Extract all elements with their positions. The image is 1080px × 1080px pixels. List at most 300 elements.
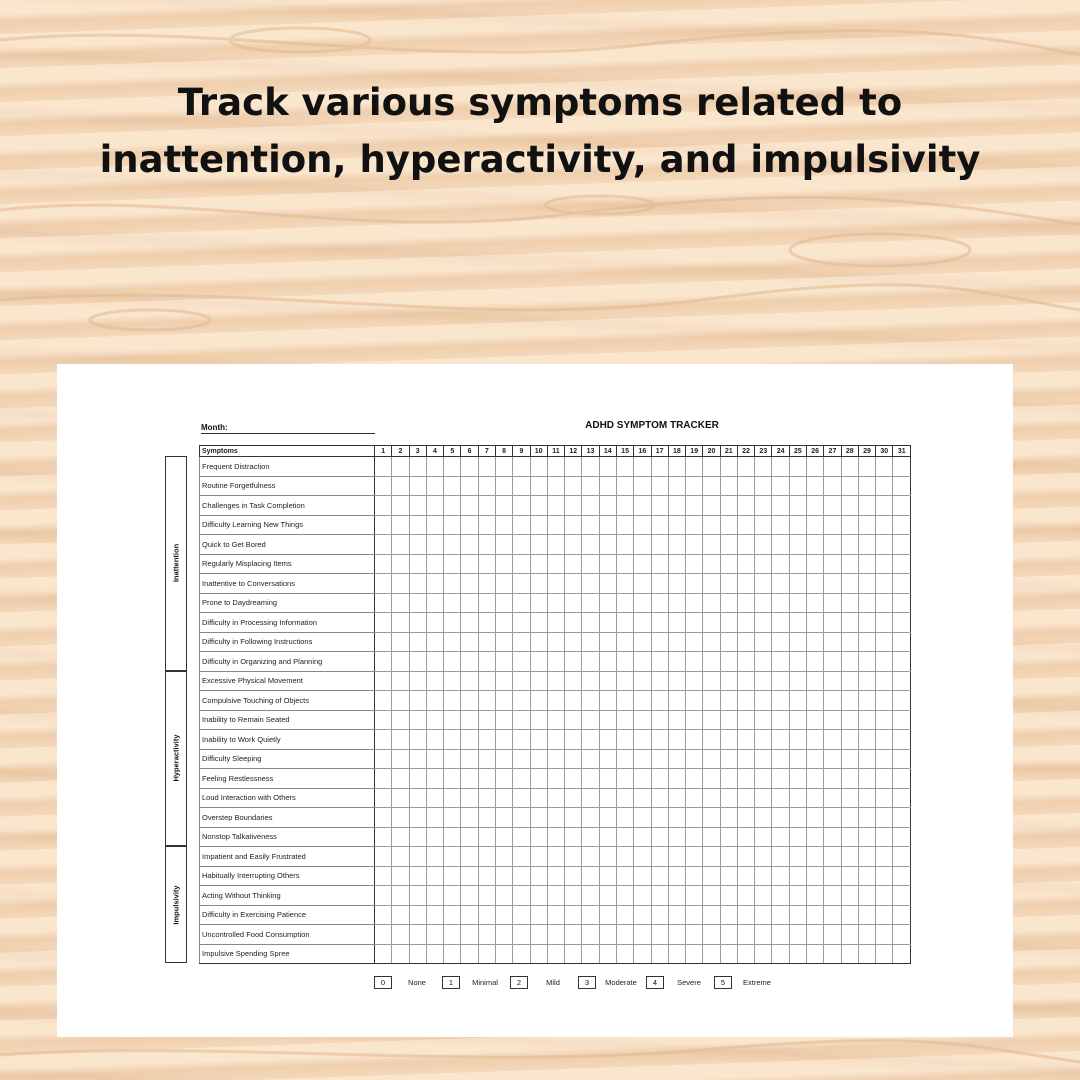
day-cell[interactable] [375, 652, 392, 672]
day-cell[interactable] [686, 944, 703, 964]
day-cell[interactable] [513, 554, 530, 574]
day-cell[interactable] [409, 515, 426, 535]
day-cell[interactable] [668, 632, 685, 652]
day-cell[interactable] [426, 496, 443, 516]
day-cell[interactable] [599, 925, 616, 945]
day-cell[interactable] [651, 769, 668, 789]
day-cell[interactable] [824, 847, 841, 867]
day-cell[interactable] [392, 457, 409, 477]
day-cell[interactable] [461, 710, 478, 730]
day-cell[interactable] [772, 554, 789, 574]
day-cell[interactable] [392, 593, 409, 613]
day-cell[interactable] [858, 905, 875, 925]
day-cell[interactable] [530, 769, 547, 789]
day-cell[interactable] [478, 515, 495, 535]
day-cell[interactable] [651, 808, 668, 828]
day-cell[interactable] [565, 827, 582, 847]
day-cell[interactable] [703, 593, 720, 613]
day-cell[interactable] [755, 827, 772, 847]
day-cell[interactable] [720, 457, 737, 477]
day-cell[interactable] [582, 788, 599, 808]
day-cell[interactable] [461, 691, 478, 711]
day-cell[interactable] [720, 593, 737, 613]
day-cell[interactable] [530, 457, 547, 477]
day-cell[interactable] [426, 574, 443, 594]
day-cell[interactable] [599, 847, 616, 867]
day-cell[interactable] [444, 535, 461, 555]
day-cell[interactable] [737, 866, 754, 886]
day-cell[interactable] [409, 554, 426, 574]
day-cell[interactable] [841, 944, 858, 964]
day-cell[interactable] [858, 671, 875, 691]
day-cell[interactable] [841, 632, 858, 652]
day-cell[interactable] [409, 535, 426, 555]
day-cell[interactable] [461, 652, 478, 672]
day-cell[interactable] [824, 671, 841, 691]
day-cell[interactable] [478, 827, 495, 847]
day-cell[interactable] [651, 749, 668, 769]
day-cell[interactable] [582, 827, 599, 847]
day-cell[interactable] [807, 866, 824, 886]
day-cell[interactable] [703, 808, 720, 828]
day-cell[interactable] [547, 554, 564, 574]
day-cell[interactable] [772, 886, 789, 906]
day-cell[interactable] [495, 691, 512, 711]
day-cell[interactable] [686, 808, 703, 828]
day-cell[interactable] [547, 847, 564, 867]
day-cell[interactable] [513, 535, 530, 555]
day-cell[interactable] [426, 457, 443, 477]
day-cell[interactable] [858, 652, 875, 672]
day-cell[interactable] [375, 535, 392, 555]
day-cell[interactable] [616, 554, 633, 574]
day-cell[interactable] [530, 847, 547, 867]
day-cell[interactable] [599, 827, 616, 847]
day-cell[interactable] [876, 613, 893, 633]
day-cell[interactable] [755, 710, 772, 730]
day-cell[interactable] [565, 808, 582, 828]
day-cell[interactable] [547, 613, 564, 633]
day-cell[interactable] [426, 476, 443, 496]
day-cell[interactable] [807, 710, 824, 730]
day-cell[interactable] [686, 613, 703, 633]
day-cell[interactable] [547, 925, 564, 945]
day-cell[interactable] [426, 808, 443, 828]
day-cell[interactable] [876, 866, 893, 886]
day-cell[interactable] [772, 574, 789, 594]
day-cell[interactable] [547, 496, 564, 516]
day-cell[interactable] [841, 671, 858, 691]
day-cell[interactable] [547, 535, 564, 555]
day-cell[interactable] [495, 944, 512, 964]
day-cell[interactable] [495, 788, 512, 808]
day-cell[interactable] [841, 574, 858, 594]
day-cell[interactable] [530, 749, 547, 769]
day-cell[interactable] [599, 496, 616, 516]
day-cell[interactable] [375, 613, 392, 633]
day-cell[interactable] [876, 476, 893, 496]
day-cell[interactable] [876, 535, 893, 555]
day-cell[interactable] [686, 827, 703, 847]
day-cell[interactable] [893, 496, 911, 516]
day-cell[interactable] [737, 652, 754, 672]
day-cell[interactable] [495, 905, 512, 925]
day-cell[interactable] [703, 554, 720, 574]
day-cell[interactable] [772, 710, 789, 730]
day-cell[interactable] [893, 554, 911, 574]
day-cell[interactable] [634, 827, 651, 847]
day-cell[interactable] [616, 613, 633, 633]
day-cell[interactable] [737, 925, 754, 945]
day-cell[interactable] [513, 476, 530, 496]
day-cell[interactable] [513, 671, 530, 691]
day-cell[interactable] [737, 827, 754, 847]
day-cell[interactable] [547, 593, 564, 613]
day-cell[interactable] [807, 808, 824, 828]
day-cell[interactable] [789, 827, 806, 847]
day-cell[interactable] [755, 808, 772, 828]
day-cell[interactable] [686, 515, 703, 535]
day-cell[interactable] [495, 749, 512, 769]
day-cell[interactable] [582, 457, 599, 477]
day-cell[interactable] [513, 613, 530, 633]
day-cell[interactable] [461, 476, 478, 496]
day-cell[interactable] [789, 847, 806, 867]
day-cell[interactable] [513, 632, 530, 652]
day-cell[interactable] [444, 925, 461, 945]
day-cell[interactable] [392, 691, 409, 711]
day-cell[interactable] [547, 632, 564, 652]
day-cell[interactable] [513, 925, 530, 945]
day-cell[interactable] [392, 554, 409, 574]
day-cell[interactable] [530, 496, 547, 516]
day-cell[interactable] [513, 496, 530, 516]
day-cell[interactable] [409, 944, 426, 964]
day-cell[interactable] [789, 652, 806, 672]
day-cell[interactable] [375, 847, 392, 867]
day-cell[interactable] [668, 944, 685, 964]
day-cell[interactable] [530, 613, 547, 633]
day-cell[interactable] [841, 866, 858, 886]
day-cell[interactable] [789, 769, 806, 789]
day-cell[interactable] [807, 730, 824, 750]
day-cell[interactable] [858, 691, 875, 711]
day-cell[interactable] [409, 496, 426, 516]
day-cell[interactable] [375, 944, 392, 964]
day-cell[interactable] [392, 886, 409, 906]
day-cell[interactable] [755, 769, 772, 789]
day-cell[interactable] [651, 652, 668, 672]
day-cell[interactable] [582, 496, 599, 516]
day-cell[interactable] [513, 457, 530, 477]
day-cell[interactable] [513, 730, 530, 750]
day-cell[interactable] [634, 535, 651, 555]
day-cell[interactable] [755, 671, 772, 691]
day-cell[interactable] [755, 593, 772, 613]
day-cell[interactable] [651, 496, 668, 516]
day-cell[interactable] [444, 691, 461, 711]
day-cell[interactable] [444, 827, 461, 847]
day-cell[interactable] [876, 574, 893, 594]
day-cell[interactable] [789, 886, 806, 906]
day-cell[interactable] [409, 788, 426, 808]
day-cell[interactable] [755, 847, 772, 867]
day-cell[interactable] [426, 769, 443, 789]
day-cell[interactable] [513, 769, 530, 789]
day-cell[interactable] [530, 905, 547, 925]
day-cell[interactable] [444, 808, 461, 828]
day-cell[interactable] [461, 496, 478, 516]
day-cell[interactable] [789, 905, 806, 925]
day-cell[interactable] [426, 886, 443, 906]
day-cell[interactable] [495, 808, 512, 828]
day-cell[interactable] [426, 652, 443, 672]
day-cell[interactable] [858, 886, 875, 906]
day-cell[interactable] [444, 613, 461, 633]
day-cell[interactable] [772, 632, 789, 652]
day-cell[interactable] [876, 691, 893, 711]
day-cell[interactable] [616, 574, 633, 594]
day-cell[interactable] [668, 827, 685, 847]
day-cell[interactable] [686, 788, 703, 808]
day-cell[interactable] [599, 788, 616, 808]
day-cell[interactable] [478, 944, 495, 964]
day-cell[interactable] [858, 749, 875, 769]
day-cell[interactable] [651, 710, 668, 730]
day-cell[interactable] [789, 730, 806, 750]
day-cell[interactable] [547, 769, 564, 789]
day-cell[interactable] [375, 457, 392, 477]
day-cell[interactable] [893, 905, 911, 925]
day-cell[interactable] [495, 496, 512, 516]
day-cell[interactable] [824, 769, 841, 789]
day-cell[interactable] [876, 769, 893, 789]
day-cell[interactable] [444, 515, 461, 535]
day-cell[interactable] [409, 613, 426, 633]
day-cell[interactable] [444, 457, 461, 477]
day-cell[interactable] [530, 632, 547, 652]
day-cell[interactable] [668, 457, 685, 477]
day-cell[interactable] [392, 632, 409, 652]
day-cell[interactable] [375, 749, 392, 769]
day-cell[interactable] [513, 905, 530, 925]
day-cell[interactable] [686, 905, 703, 925]
day-cell[interactable] [634, 749, 651, 769]
day-cell[interactable] [616, 905, 633, 925]
day-cell[interactable] [461, 593, 478, 613]
day-cell[interactable] [737, 769, 754, 789]
day-cell[interactable] [582, 925, 599, 945]
day-cell[interactable] [547, 671, 564, 691]
day-cell[interactable] [530, 886, 547, 906]
day-cell[interactable] [478, 613, 495, 633]
day-cell[interactable] [495, 827, 512, 847]
day-cell[interactable] [409, 769, 426, 789]
day-cell[interactable] [616, 515, 633, 535]
day-cell[interactable] [426, 866, 443, 886]
day-cell[interactable] [634, 710, 651, 730]
day-cell[interactable] [392, 613, 409, 633]
day-cell[interactable] [841, 554, 858, 574]
day-cell[interactable] [858, 827, 875, 847]
day-cell[interactable] [737, 671, 754, 691]
day-cell[interactable] [720, 574, 737, 594]
day-cell[interactable] [599, 691, 616, 711]
day-cell[interactable] [703, 613, 720, 633]
day-cell[interactable] [858, 944, 875, 964]
day-cell[interactable] [893, 886, 911, 906]
day-cell[interactable] [461, 808, 478, 828]
day-cell[interactable] [720, 554, 737, 574]
day-cell[interactable] [789, 613, 806, 633]
day-cell[interactable] [824, 496, 841, 516]
day-cell[interactable] [893, 944, 911, 964]
day-cell[interactable] [444, 593, 461, 613]
day-cell[interactable] [858, 476, 875, 496]
day-cell[interactable] [634, 769, 651, 789]
day-cell[interactable] [824, 866, 841, 886]
day-cell[interactable] [582, 749, 599, 769]
day-cell[interactable] [893, 535, 911, 555]
day-cell[interactable] [668, 496, 685, 516]
day-cell[interactable] [513, 886, 530, 906]
day-cell[interactable] [513, 515, 530, 535]
day-cell[interactable] [582, 632, 599, 652]
day-cell[interactable] [426, 515, 443, 535]
day-cell[interactable] [824, 535, 841, 555]
day-cell[interactable] [703, 905, 720, 925]
day-cell[interactable] [530, 515, 547, 535]
day-cell[interactable] [547, 788, 564, 808]
day-cell[interactable] [547, 691, 564, 711]
day-cell[interactable] [703, 749, 720, 769]
day-cell[interactable] [737, 613, 754, 633]
day-cell[interactable] [478, 808, 495, 828]
day-cell[interactable] [547, 476, 564, 496]
day-cell[interactable] [634, 691, 651, 711]
day-cell[interactable] [392, 515, 409, 535]
day-cell[interactable] [582, 769, 599, 789]
day-cell[interactable] [634, 886, 651, 906]
day-cell[interactable] [495, 925, 512, 945]
day-cell[interactable] [530, 944, 547, 964]
day-cell[interactable] [651, 944, 668, 964]
day-cell[interactable] [513, 944, 530, 964]
day-cell[interactable] [547, 886, 564, 906]
day-cell[interactable] [876, 788, 893, 808]
day-cell[interactable] [755, 613, 772, 633]
day-cell[interactable] [582, 476, 599, 496]
day-cell[interactable] [737, 808, 754, 828]
day-cell[interactable] [720, 671, 737, 691]
day-cell[interactable] [495, 866, 512, 886]
day-cell[interactable] [824, 749, 841, 769]
day-cell[interactable] [841, 925, 858, 945]
day-cell[interactable] [547, 808, 564, 828]
day-cell[interactable] [720, 905, 737, 925]
day-cell[interactable] [841, 613, 858, 633]
day-cell[interactable] [668, 769, 685, 789]
day-cell[interactable] [686, 925, 703, 945]
day-cell[interactable] [599, 593, 616, 613]
day-cell[interactable] [461, 944, 478, 964]
day-cell[interactable] [876, 457, 893, 477]
day-cell[interactable] [409, 730, 426, 750]
day-cell[interactable] [807, 788, 824, 808]
day-cell[interactable] [513, 788, 530, 808]
day-cell[interactable] [461, 613, 478, 633]
day-cell[interactable] [824, 554, 841, 574]
day-cell[interactable] [444, 710, 461, 730]
day-cell[interactable] [461, 827, 478, 847]
day-cell[interactable] [495, 476, 512, 496]
day-cell[interactable] [409, 847, 426, 867]
day-cell[interactable] [841, 886, 858, 906]
day-cell[interactable] [755, 886, 772, 906]
day-cell[interactable] [444, 476, 461, 496]
day-cell[interactable] [893, 827, 911, 847]
day-cell[interactable] [426, 671, 443, 691]
day-cell[interactable] [599, 749, 616, 769]
day-cell[interactable] [461, 457, 478, 477]
day-cell[interactable] [530, 671, 547, 691]
day-cell[interactable] [478, 593, 495, 613]
day-cell[interactable] [375, 593, 392, 613]
day-cell[interactable] [547, 866, 564, 886]
day-cell[interactable] [893, 925, 911, 945]
day-cell[interactable] [720, 632, 737, 652]
day-cell[interactable] [893, 613, 911, 633]
day-cell[interactable] [599, 457, 616, 477]
day-cell[interactable] [634, 476, 651, 496]
day-cell[interactable] [582, 886, 599, 906]
day-cell[interactable] [461, 788, 478, 808]
day-cell[interactable] [720, 710, 737, 730]
day-cell[interactable] [651, 613, 668, 633]
day-cell[interactable] [841, 905, 858, 925]
day-cell[interactable] [461, 769, 478, 789]
day-cell[interactable] [565, 457, 582, 477]
day-cell[interactable] [807, 886, 824, 906]
day-cell[interactable] [478, 652, 495, 672]
day-cell[interactable] [668, 515, 685, 535]
day-cell[interactable] [893, 515, 911, 535]
day-cell[interactable] [582, 554, 599, 574]
day-cell[interactable] [444, 496, 461, 516]
day-cell[interactable] [824, 827, 841, 847]
day-cell[interactable] [495, 554, 512, 574]
day-cell[interactable] [375, 554, 392, 574]
day-cell[interactable] [547, 574, 564, 594]
day-cell[interactable] [547, 827, 564, 847]
day-cell[interactable] [858, 515, 875, 535]
day-cell[interactable] [426, 944, 443, 964]
day-cell[interactable] [772, 593, 789, 613]
day-cell[interactable] [375, 476, 392, 496]
day-cell[interactable] [547, 457, 564, 477]
day-cell[interactable] [824, 944, 841, 964]
day-cell[interactable] [599, 905, 616, 925]
day-cell[interactable] [565, 944, 582, 964]
day-cell[interactable] [409, 671, 426, 691]
day-cell[interactable] [772, 925, 789, 945]
day-cell[interactable] [616, 808, 633, 828]
day-cell[interactable] [392, 866, 409, 886]
day-cell[interactable] [858, 847, 875, 867]
day-cell[interactable] [651, 632, 668, 652]
day-cell[interactable] [530, 574, 547, 594]
day-cell[interactable] [478, 710, 495, 730]
